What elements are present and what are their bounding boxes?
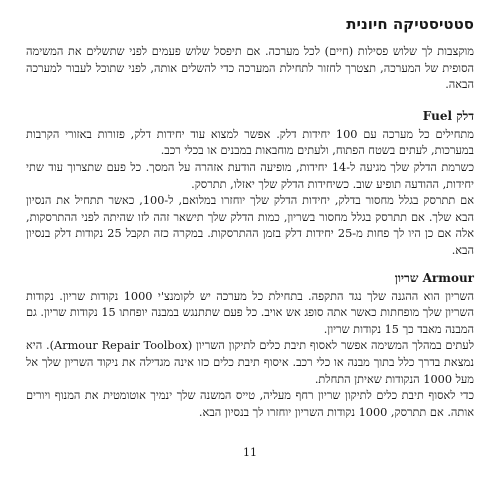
armour-paragraph-3: כדי לאסוף תיבת כלים לתיקון שריון רחף מעליה, טייס המשנה שלך ינמיך אוטומטית את המנוף ויורים אותה. אם תתרסק, 1000 נקודות השריון יוחזרו לך בנסיון הבא. bbox=[26, 389, 474, 419]
chapter-title: סטטיסטיקה חיונית bbox=[346, 15, 474, 33]
fuel-paragraph-3: אם תתרסק בגלל מחסור בדלק, יחידות הדלק שלך יוחזרו במלואם, ל-100, כאשר תתחיל את הנסיון הבא שלך. אם תתרסק בגלל מחסור בשריון, כמות הדלק שלך תישאר זהה לזו שהיתה לפני ההתרסקות, אלה אם כן היו לך פחות מ-25 יחידות דלק בזמן ההתרסקות. במקרה כזה תקבל 25 נקודות דלק בנסיון הבא. bbox=[26, 194, 475, 257]
armour-paragraph-1: השריון הוא ההגנה שלך נגד התקפה. בתחילת כל מערכה יש לקומנצ'י 1000 נקודות שריון. נקודות השריון שלך מופחתות כאשר אתה סופג אש אויב. כל פעם שתתנגש במבנה יופחתו 15 נקודות שריון. גם המבנה מאבד כך 15 נקודות שריון. bbox=[26, 289, 475, 336]
armour-heading: Armour שריון bbox=[394, 270, 474, 285]
armour-section bbox=[26, 270, 474, 422]
fuel-heading: דלק Fuel bbox=[422, 108, 474, 123]
armour-paragraph-2: לעתים במהלך המשימה אפשר לאסוף תיבת כלים לתיקון השריון (Armour Repair Toolbox). היא נמצאת בדרך כלל בתוך מבנה או כלי רכב. איסוף תיבת כלים כזו אינה מגדילה את ניקוד השריון שלך אל מעל 1000 הנקודות שאיתן התחלת. bbox=[26, 339, 474, 386]
fuel-section bbox=[26, 108, 474, 260]
fuel-paragraph-2: כשרמת הדלק שלך מגיעה ל-14 יחידות, מופיעה הודעת אזהרה על המסך. כל פעם שתצרוך עוד שתי יחידות, ההודעה תופיע שוב. כשיחידות הדלק שלך יאזלו, תתרסק. bbox=[26, 160, 474, 191]
page-number: 11 bbox=[243, 446, 257, 459]
fuel-paragraph-1: מתחילים כל מערכה עם 100 יחידות דלק. אפשר למצוא עוד יחידות דלק, פזורות באזורי הקרבות במערכות, לעתים בשטח הפתוח, ולעתים מוחבאות במבנים או בכלי רכב. bbox=[26, 127, 474, 158]
intro-paragraph: מוקצבות לך שלוש פסילות (חיים) לכל מערכה. אם תיפסל שלוש פעמים לפני שתשלים את המשימה הסופית של המערכה, תצטרך לחזור לתחילת המערכה כדי להשלים אותה, לפני שתוכל לעבור למערכה הבאה. bbox=[26, 45, 474, 92]
